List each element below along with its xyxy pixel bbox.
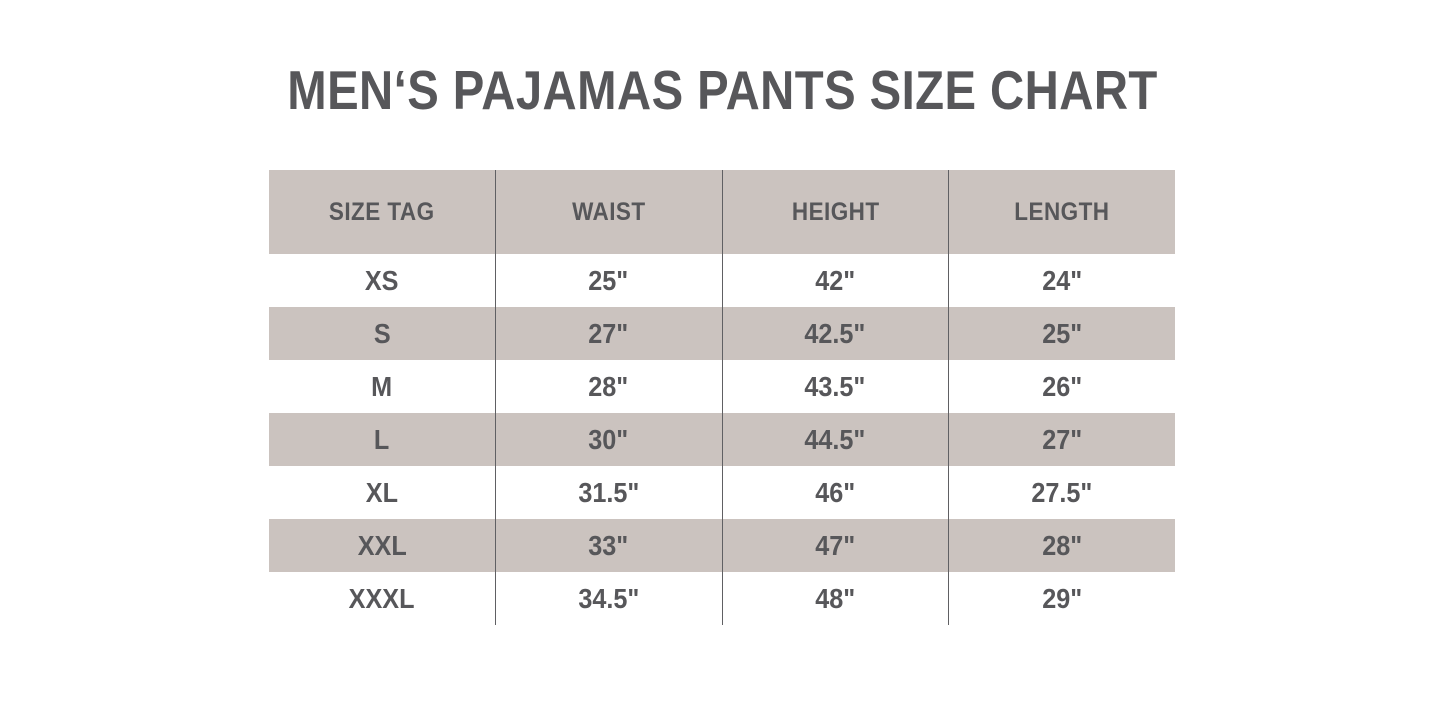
length-cell	[948, 413, 1175, 466]
cell-value: 33"	[588, 529, 629, 561]
size-tag-cell	[269, 519, 495, 572]
length-cell	[948, 360, 1175, 413]
cell-value: 30"	[588, 423, 629, 455]
cell-value: 26"	[1042, 370, 1083, 402]
column-header-label: WAIST	[571, 197, 646, 226]
cell-value: 25"	[588, 264, 629, 296]
cell-value: 29"	[1042, 582, 1083, 614]
size-tag-cell	[269, 572, 495, 625]
column-header-label: LENGTH	[1014, 197, 1110, 226]
height-cell	[722, 413, 949, 466]
cell-value: 46"	[815, 476, 856, 508]
cell-value: 44.5"	[804, 423, 866, 455]
cell-value: 24"	[1042, 264, 1083, 296]
waist-cell	[495, 307, 722, 360]
height-cell	[722, 254, 949, 307]
table-row	[269, 254, 1175, 307]
length-cell	[948, 466, 1175, 519]
column-header-label: HEIGHT	[791, 197, 880, 226]
length-cell	[948, 254, 1175, 307]
waist-cell	[495, 572, 722, 625]
height-cell	[722, 519, 949, 572]
cell-value: 34.5"	[578, 582, 640, 614]
height-cell	[722, 360, 949, 413]
cell-value: XXL	[357, 529, 407, 561]
size-tag-cell	[269, 413, 495, 466]
table-row	[269, 413, 1175, 466]
table-row	[269, 519, 1175, 572]
table-row	[269, 572, 1175, 625]
table-row	[269, 466, 1175, 519]
length-cell	[948, 307, 1175, 360]
cell-value: 28"	[588, 370, 629, 402]
size-tag-cell	[269, 307, 495, 360]
size-tag-cell	[269, 254, 495, 307]
height-cell	[722, 466, 949, 519]
length-cell	[948, 572, 1175, 625]
cell-value: 42"	[815, 264, 856, 296]
cell-value: 43.5"	[804, 370, 866, 402]
waist-cell	[495, 466, 722, 519]
cell-value: 31.5"	[578, 476, 640, 508]
column-header-waist	[495, 170, 722, 254]
cell-value: XXXL	[348, 582, 415, 614]
size-tag-cell	[269, 360, 495, 413]
table-row	[269, 307, 1175, 360]
column-header-size-tag	[269, 170, 495, 254]
height-cell	[722, 307, 949, 360]
size-chart-table	[269, 170, 1175, 625]
cell-value: 25"	[1042, 317, 1083, 349]
cell-value: 27"	[588, 317, 629, 349]
cell-value: M	[371, 370, 393, 402]
column-header-height	[722, 170, 949, 254]
table-header-row	[269, 170, 1175, 254]
column-header-length	[948, 170, 1175, 254]
waist-cell	[495, 413, 722, 466]
cell-value: L	[374, 423, 390, 455]
cell-value: S	[373, 317, 391, 349]
cell-value: 48"	[815, 582, 856, 614]
cell-value: XL	[365, 476, 398, 508]
cell-value: 27.5"	[1031, 476, 1093, 508]
cell-value: 28"	[1042, 529, 1083, 561]
column-header-label: SIZE TAG	[329, 197, 435, 226]
size-tag-cell	[269, 466, 495, 519]
waist-cell	[495, 254, 722, 307]
table-row	[269, 360, 1175, 413]
page-title: MEN‘S PAJAMAS PANTS SIZE CHART	[287, 59, 1158, 121]
waist-cell	[495, 360, 722, 413]
cell-value: XS	[365, 264, 399, 296]
cell-value: 42.5"	[804, 317, 866, 349]
cell-value: 27"	[1042, 423, 1083, 455]
cell-value: 47"	[815, 529, 856, 561]
height-cell	[722, 572, 949, 625]
length-cell	[948, 519, 1175, 572]
waist-cell	[495, 519, 722, 572]
